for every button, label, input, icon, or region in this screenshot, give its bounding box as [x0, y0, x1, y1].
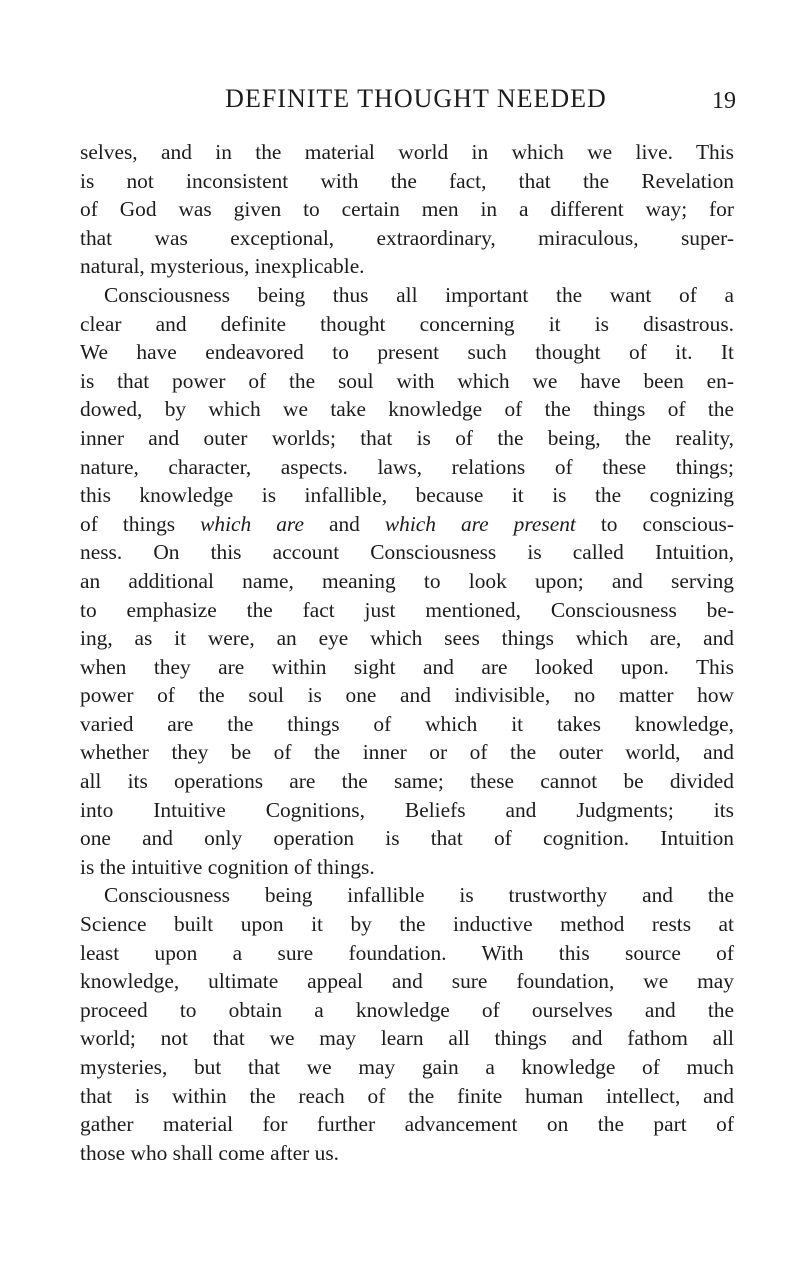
- text-line: this knowledge is infallible, because it is the cognizing: [80, 483, 734, 508]
- paragraph-start-line: Consciousness being thus all important the want of a: [104, 282, 734, 307]
- text-line: knowledge, ultimate appeal and sure foundation, we may: [80, 969, 734, 994]
- text-line: ing, as it were, an eye which sees things which are, and: [80, 626, 734, 651]
- text-line: world; not that we may learn all things and fathom all: [80, 1026, 734, 1051]
- text-line: is not inconsistent with the fact, that the Revelation: [80, 168, 734, 193]
- body-text: [80, 138, 734, 1167]
- text-line: varied are the things of which it takes knowledge,: [80, 711, 734, 736]
- text-line: ness. On this account Consciousness is called Intuition,: [80, 540, 734, 565]
- text-line-with-italics: [80, 510, 734, 539]
- text-line: proceed to obtain a knowledge of ourselves and the: [80, 997, 734, 1022]
- text-line: selves, and in the material world in which we live. This: [80, 140, 734, 164]
- text-line: inner and outer worlds; that is of the being, the reality,: [80, 425, 734, 450]
- text-line: one and only operation is that of cognition. Intuition: [80, 826, 734, 851]
- text-segment: and: [303, 511, 385, 536]
- running-title: DEFINITE THOUGHT NEEDED: [225, 84, 607, 113]
- text-line: whether they be of the inner or of the outer world, and: [80, 740, 734, 765]
- paragraph-start-line: Consciousness being infallible is trustworthy and the: [104, 883, 734, 908]
- text-line: gather material for further advancement on the part of: [80, 1112, 734, 1137]
- text-segment: of things: [80, 511, 201, 536]
- text-line: those who shall come after us.: [80, 1140, 339, 1165]
- italic-segment: which are present: [384, 511, 576, 536]
- text-line: nature, character, aspects. laws, relations of these things;: [80, 454, 734, 479]
- text-line: an additional name, meaning to look upon; and serving: [80, 568, 734, 593]
- page-header: [96, 84, 736, 120]
- text-line: all its operations are the same; these cannot be divided: [80, 769, 734, 794]
- text-line: of God was given to certain men in a different way; for: [80, 197, 734, 222]
- text-line: We have endeavored to present such thought of it. It: [80, 340, 734, 365]
- text-line: into Intuitive Cognitions, Beliefs and Judgments; its: [80, 797, 734, 822]
- text-line: natural, mysterious, inexplicable.: [80, 254, 365, 279]
- text-line: when they are within sight and are looked upon. This: [80, 654, 734, 679]
- text-line: is the intuitive cognition of things.: [80, 854, 375, 879]
- text-line: least upon a sure foundation. With this source of: [80, 940, 734, 965]
- text-line: mysteries, but that we may gain a knowledge of much: [80, 1055, 734, 1079]
- text-segment: to conscious-: [575, 511, 734, 536]
- text-line: clear and definite thought concerning it is disastrous.: [80, 311, 734, 336]
- text-line: that was exceptional, extraordinary, miraculous, super-: [80, 225, 734, 250]
- text-line: Science built upon it by the inductive method rests at: [80, 912, 734, 937]
- text-line: power of the soul is one and indivisible, no matter how: [80, 683, 734, 708]
- italic-segment: which are: [200, 511, 304, 536]
- text-line: is that power of the soul with which we have been en-: [80, 368, 734, 393]
- text-line: dowed, by which we take knowledge of the things of the: [80, 397, 734, 422]
- text-line: to emphasize the fact just mentioned, Consciousness be-: [80, 597, 734, 622]
- text-line: that is within the reach of the finite human intellect, and: [80, 1083, 734, 1108]
- page-number: 19: [712, 88, 736, 114]
